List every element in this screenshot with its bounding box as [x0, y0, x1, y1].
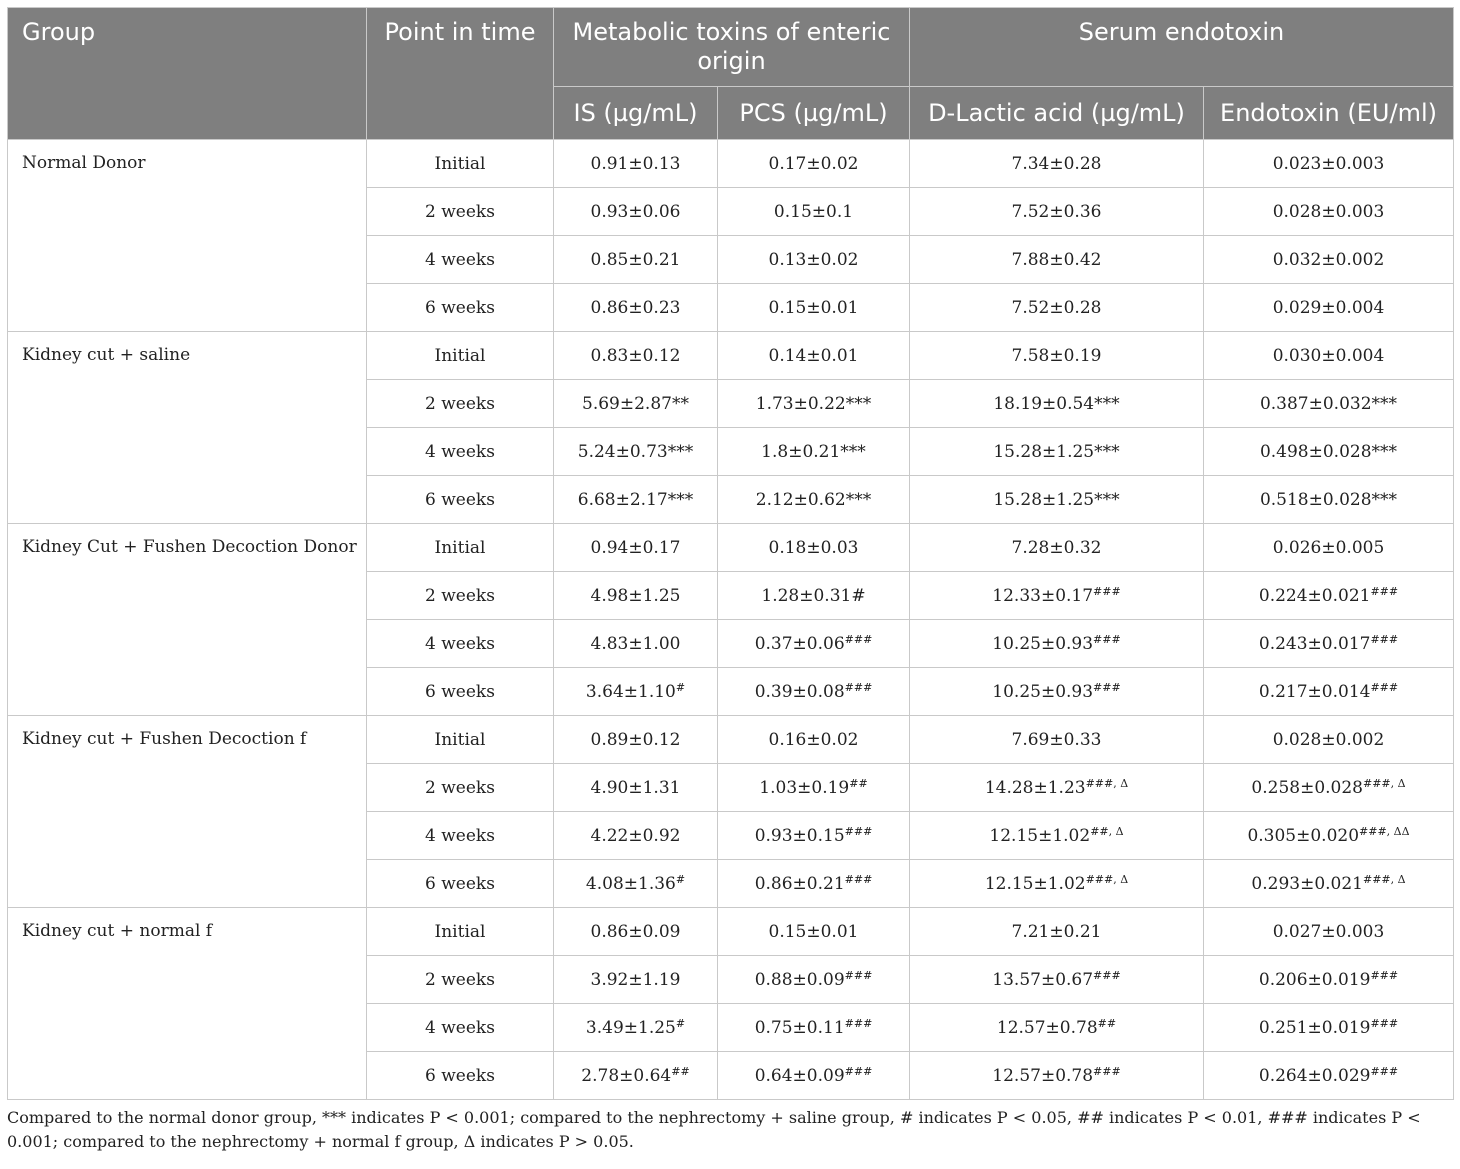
header-group: Group [8, 8, 367, 140]
endotoxin-cell [1204, 812, 1454, 860]
cell-value: 0.83±0.12 [590, 345, 681, 366]
cell-value: 7.28±0.32 [1011, 537, 1102, 558]
is-cell [554, 332, 718, 380]
d-lactic-acid-cell [910, 716, 1204, 764]
d-lactic-acid-cell [910, 812, 1204, 860]
endotoxin-cell [1204, 524, 1454, 572]
d-lactic-acid-cell [910, 188, 1204, 236]
d-lactic-acid-cell [910, 524, 1204, 572]
cell-value: 0.86±0.23 [590, 297, 681, 318]
d-lactic-acid-cell [910, 284, 1204, 332]
cell-value: 0.93±0.06 [590, 201, 681, 222]
table-row [8, 332, 1454, 380]
pcs-cell [718, 764, 910, 812]
cell-value: 7.21±0.21 [1011, 921, 1102, 942]
cell-value: 12.15±1.02 [989, 825, 1091, 846]
time-point-cell: 4 weeks [367, 428, 554, 476]
header-point-in-time: Point in time [367, 8, 554, 140]
cell-value: 7.58±0.19 [1011, 345, 1102, 366]
time-point-cell: 4 weeks [367, 620, 554, 668]
cell-value: 0.39±0.08 [754, 681, 845, 702]
is-cell [554, 524, 718, 572]
time-point-cell: 2 weeks [367, 572, 554, 620]
d-lactic-acid-cell [910, 764, 1204, 812]
is-cell [554, 716, 718, 764]
is-cell [554, 812, 718, 860]
time-point-cell: 6 weeks [367, 476, 554, 524]
significance-marker: ### [1093, 632, 1121, 646]
group-name-cell: Kidney cut + normal f [8, 908, 367, 1100]
pcs-cell [718, 524, 910, 572]
time-point-cell: Initial [367, 140, 554, 188]
time-point-cell: 6 weeks [367, 284, 554, 332]
time-point-cell: 4 weeks [367, 236, 554, 284]
header-d-lactic-acid: D-Lactic acid (µg/mL) [910, 87, 1204, 140]
time-point-cell: 6 weeks [367, 668, 554, 716]
time-point-cell: Initial [367, 716, 554, 764]
cell-value: 3.92±1.19 [590, 969, 681, 990]
cell-value: 0.305±0.020 [1247, 825, 1360, 846]
significance-marker: ### [1093, 584, 1121, 598]
cell-value: 4.83±1.00 [590, 633, 681, 654]
d-lactic-acid-cell [910, 332, 1204, 380]
is-cell [554, 1052, 718, 1100]
cell-value: 7.52±0.36 [1011, 201, 1102, 222]
cell-value: 0.026±0.005 [1272, 537, 1385, 558]
time-point-cell: 2 weeks [367, 764, 554, 812]
header-endotoxin: Endotoxin (EU/ml) [1204, 87, 1454, 140]
time-point-cell: 2 weeks [367, 380, 554, 428]
cell-value: 14.28±1.23 [984, 777, 1086, 798]
table-body [8, 140, 1454, 1100]
pcs-cell [718, 476, 910, 524]
significance-marker: ### [844, 968, 873, 982]
endotoxin-cell [1204, 1004, 1454, 1052]
significance-marker: ### [1370, 1064, 1399, 1078]
significance-marker: ### [844, 872, 873, 886]
significance-marker: ### [1370, 632, 1399, 646]
cell-value: 0.387±0.032*** [1259, 393, 1398, 414]
cell-value: 7.69±0.33 [1011, 729, 1102, 750]
cell-value: 0.224±0.021 [1258, 585, 1371, 606]
cell-value: 0.206±0.019 [1258, 969, 1371, 990]
endotoxin-cell [1204, 860, 1454, 908]
cell-value: 0.251±0.019 [1258, 1017, 1371, 1038]
is-cell [554, 1004, 718, 1052]
cell-value: 12.33±0.17 [992, 585, 1094, 606]
time-point-cell: Initial [367, 332, 554, 380]
is-cell [554, 668, 718, 716]
pcs-cell [718, 620, 910, 668]
cell-value: 1.73±0.22*** [755, 393, 872, 414]
cell-value: 0.86±0.21 [754, 873, 845, 894]
table-row [8, 524, 1454, 572]
pcs-cell [718, 956, 910, 1004]
group-name-cell: Normal Donor [8, 140, 367, 332]
cell-value: 0.18±0.03 [768, 537, 859, 558]
table-row [8, 140, 1454, 188]
significance-marker: ### [1093, 1064, 1121, 1078]
d-lactic-acid-cell [910, 1052, 1204, 1100]
significance-marker: ### [1093, 680, 1121, 694]
endotoxin-cell [1204, 716, 1454, 764]
cell-value: 0.94±0.17 [590, 537, 681, 558]
cell-value: 0.64±0.09 [754, 1065, 845, 1086]
cell-value: 0.75±0.11 [754, 1017, 845, 1038]
cell-value: 0.032±0.002 [1272, 249, 1385, 270]
time-point-cell: Initial [367, 524, 554, 572]
cell-value: 12.57±0.78 [992, 1065, 1094, 1086]
significance-marker: ### [844, 680, 873, 694]
cell-value: 4.08±1.36 [585, 873, 676, 894]
significance-marker: # [675, 680, 686, 694]
cell-value: 12.57±0.78 [996, 1017, 1098, 1038]
cell-value: 0.243±0.017 [1258, 633, 1371, 654]
pcs-cell [718, 284, 910, 332]
cell-value: 0.91±0.13 [590, 153, 681, 174]
d-lactic-acid-cell [910, 908, 1204, 956]
cell-value: 0.16±0.02 [768, 729, 859, 750]
d-lactic-acid-cell [910, 1004, 1204, 1052]
header-metabolic-toxins: Metabolic toxins of enteric origin [554, 8, 910, 87]
cell-value: 7.88±0.42 [1011, 249, 1102, 270]
d-lactic-acid-cell [910, 620, 1204, 668]
cell-value: 0.028±0.003 [1272, 201, 1385, 222]
header-serum-endotoxin: Serum endotoxin [910, 8, 1454, 87]
group-name-cell: Kidney cut + saline [8, 332, 367, 524]
endotoxin-cell [1204, 188, 1454, 236]
significance-marker: ### [844, 1016, 873, 1030]
significance-marker: ### [1370, 584, 1399, 598]
cell-value: 0.498±0.028*** [1259, 441, 1398, 462]
cell-value: 0.518±0.028*** [1259, 489, 1398, 510]
cell-value: 0.85±0.21 [590, 249, 681, 270]
group-name-cell: Kidney cut + Fushen Decoction f [8, 716, 367, 908]
d-lactic-acid-cell [910, 668, 1204, 716]
significance-marker: ## [1097, 1016, 1117, 1030]
significance-marker: ### [844, 632, 873, 646]
endotoxin-cell [1204, 956, 1454, 1004]
significance-marker: ### [1093, 968, 1121, 982]
cell-value: 0.15±0.1 [773, 201, 854, 222]
time-point-cell: Initial [367, 908, 554, 956]
pcs-cell [718, 1004, 910, 1052]
header-pcs: PCS (µg/mL) [718, 87, 910, 140]
cell-value: 2.78±0.64 [581, 1065, 672, 1086]
cell-value: 0.88±0.09 [754, 969, 845, 990]
significance-marker: ## [849, 776, 868, 790]
significance-marker: ### [1370, 968, 1399, 982]
cell-value: 0.258±0.028 [1251, 777, 1363, 798]
time-point-cell: 2 weeks [367, 956, 554, 1004]
pcs-cell [718, 572, 910, 620]
d-lactic-acid-cell [910, 140, 1204, 188]
table-row [8, 716, 1454, 764]
is-cell [554, 284, 718, 332]
cell-value: 0.13±0.02 [768, 249, 859, 270]
cell-value: 7.34±0.28 [1011, 153, 1102, 174]
significance-marker: # [675, 872, 686, 886]
cell-value: 2.12±0.62*** [755, 489, 872, 510]
significance-marker: ###, Δ [1363, 872, 1406, 886]
cell-value: 0.023±0.003 [1272, 153, 1385, 174]
time-point-cell: 6 weeks [367, 1052, 554, 1100]
significance-marker: ### [1370, 680, 1399, 694]
endotoxin-cell [1204, 476, 1454, 524]
endotoxin-cell [1204, 668, 1454, 716]
cell-value: 0.89±0.12 [590, 729, 681, 750]
is-cell [554, 764, 718, 812]
is-cell [554, 956, 718, 1004]
is-cell [554, 236, 718, 284]
is-cell [554, 428, 718, 476]
pcs-cell [718, 812, 910, 860]
endotoxin-cell [1204, 572, 1454, 620]
is-cell [554, 476, 718, 524]
table-container [7, 7, 1453, 1154]
significance-marker: # [675, 1016, 686, 1030]
cell-value: 3.64±1.10 [585, 681, 676, 702]
cell-value: 0.86±0.09 [590, 921, 681, 942]
cell-value: 0.030±0.004 [1272, 345, 1385, 366]
is-cell [554, 908, 718, 956]
time-point-cell: 4 weeks [367, 1004, 554, 1052]
table-row [8, 908, 1454, 956]
pcs-cell [718, 236, 910, 284]
cell-value: 15.28±1.25*** [993, 489, 1120, 510]
cell-value: 0.028±0.002 [1272, 729, 1385, 750]
pcs-cell [718, 1052, 910, 1100]
pcs-cell [718, 908, 910, 956]
d-lactic-acid-cell [910, 236, 1204, 284]
cell-value: 0.217±0.014 [1258, 681, 1371, 702]
significance-marker: ###, Δ [1363, 776, 1406, 790]
cell-value: 15.28±1.25*** [993, 441, 1120, 462]
endotoxin-cell [1204, 332, 1454, 380]
d-lactic-acid-cell [910, 860, 1204, 908]
significance-marker: ### [1370, 1016, 1399, 1030]
d-lactic-acid-cell [910, 380, 1204, 428]
significance-marker: ###, Δ [1085, 776, 1129, 790]
cell-value: 0.293±0.021 [1251, 873, 1363, 894]
significance-marker: ### [844, 1064, 873, 1078]
time-point-cell: 6 weeks [367, 860, 554, 908]
cell-value: 0.93±0.15 [754, 825, 845, 846]
d-lactic-acid-cell [910, 572, 1204, 620]
significance-marker: ### [844, 824, 873, 838]
significance-marker: ###, ΔΔ [1359, 824, 1410, 838]
cell-value: 1.8±0.21*** [761, 441, 866, 462]
cell-value: 0.027±0.003 [1272, 921, 1385, 942]
cell-value: 10.25±0.93 [992, 633, 1094, 654]
cell-value: 7.52±0.28 [1011, 297, 1102, 318]
cell-value: 1.28±0.31# [761, 585, 866, 606]
is-cell [554, 140, 718, 188]
pcs-cell [718, 860, 910, 908]
cell-value: 5.24±0.73*** [577, 441, 694, 462]
d-lactic-acid-cell [910, 428, 1204, 476]
cell-value: 13.57±0.67 [992, 969, 1094, 990]
is-cell [554, 380, 718, 428]
cell-value: 4.22±0.92 [590, 825, 681, 846]
cell-value: 3.49±1.25 [585, 1017, 676, 1038]
d-lactic-acid-cell [910, 956, 1204, 1004]
table-footnote: Compared to the normal donor group, *** indicates P < 0.001; compared to the nephrectomy + saline group, # indicates P < 0.05, ## indicates P < 0.01, ### indicates P < 0.001; compared to the nephrectomy + normal f group, Δ indicates P > 0.05. [7, 1108, 1421, 1151]
cell-value: 10.25±0.93 [992, 681, 1094, 702]
is-cell [554, 860, 718, 908]
d-lactic-acid-cell [910, 476, 1204, 524]
time-point-cell: 2 weeks [367, 188, 554, 236]
cell-value: 12.15±1.02 [984, 873, 1086, 894]
endotoxin-cell [1204, 620, 1454, 668]
cell-value: 4.98±1.25 [590, 585, 681, 606]
is-cell [554, 188, 718, 236]
pcs-cell [718, 332, 910, 380]
significance-marker: ##, Δ [1090, 824, 1124, 838]
cell-value: 0.37±0.06 [754, 633, 845, 654]
endotoxin-cell [1204, 908, 1454, 956]
endotoxin-cell [1204, 764, 1454, 812]
header-is: IS (µg/mL) [554, 87, 718, 140]
endotoxin-cell [1204, 1052, 1454, 1100]
pcs-cell [718, 380, 910, 428]
cell-value: 0.15±0.01 [768, 297, 859, 318]
pcs-cell [718, 428, 910, 476]
endotoxin-cell [1204, 380, 1454, 428]
cell-value: 0.264±0.029 [1258, 1065, 1371, 1086]
cell-value: 6.68±2.17*** [577, 489, 694, 510]
endotoxin-cell [1204, 140, 1454, 188]
pcs-cell [718, 188, 910, 236]
is-cell [554, 620, 718, 668]
group-name-cell: Kidney Cut + Fushen Decoction Donor [8, 524, 367, 716]
pcs-cell [718, 716, 910, 764]
cell-value: 1.03±0.19 [759, 777, 850, 798]
is-cell [554, 572, 718, 620]
time-point-cell: 4 weeks [367, 812, 554, 860]
cell-value: 0.15±0.01 [768, 921, 859, 942]
cell-value: 0.17±0.02 [768, 153, 859, 174]
significance-marker: ###, Δ [1085, 872, 1129, 886]
cell-value: 18.19±0.54*** [993, 393, 1120, 414]
endotoxin-cell [1204, 284, 1454, 332]
endotoxin-cell [1204, 428, 1454, 476]
endotoxin-cell [1204, 236, 1454, 284]
pcs-cell [718, 140, 910, 188]
cell-value: 5.69±2.87** [582, 393, 689, 414]
cell-value: 0.14±0.01 [768, 345, 859, 366]
pcs-cell [718, 668, 910, 716]
significance-marker: ## [671, 1064, 690, 1078]
cell-value: 0.029±0.004 [1272, 297, 1385, 318]
data-table [7, 7, 1454, 1100]
cell-value: 4.90±1.31 [590, 777, 681, 798]
